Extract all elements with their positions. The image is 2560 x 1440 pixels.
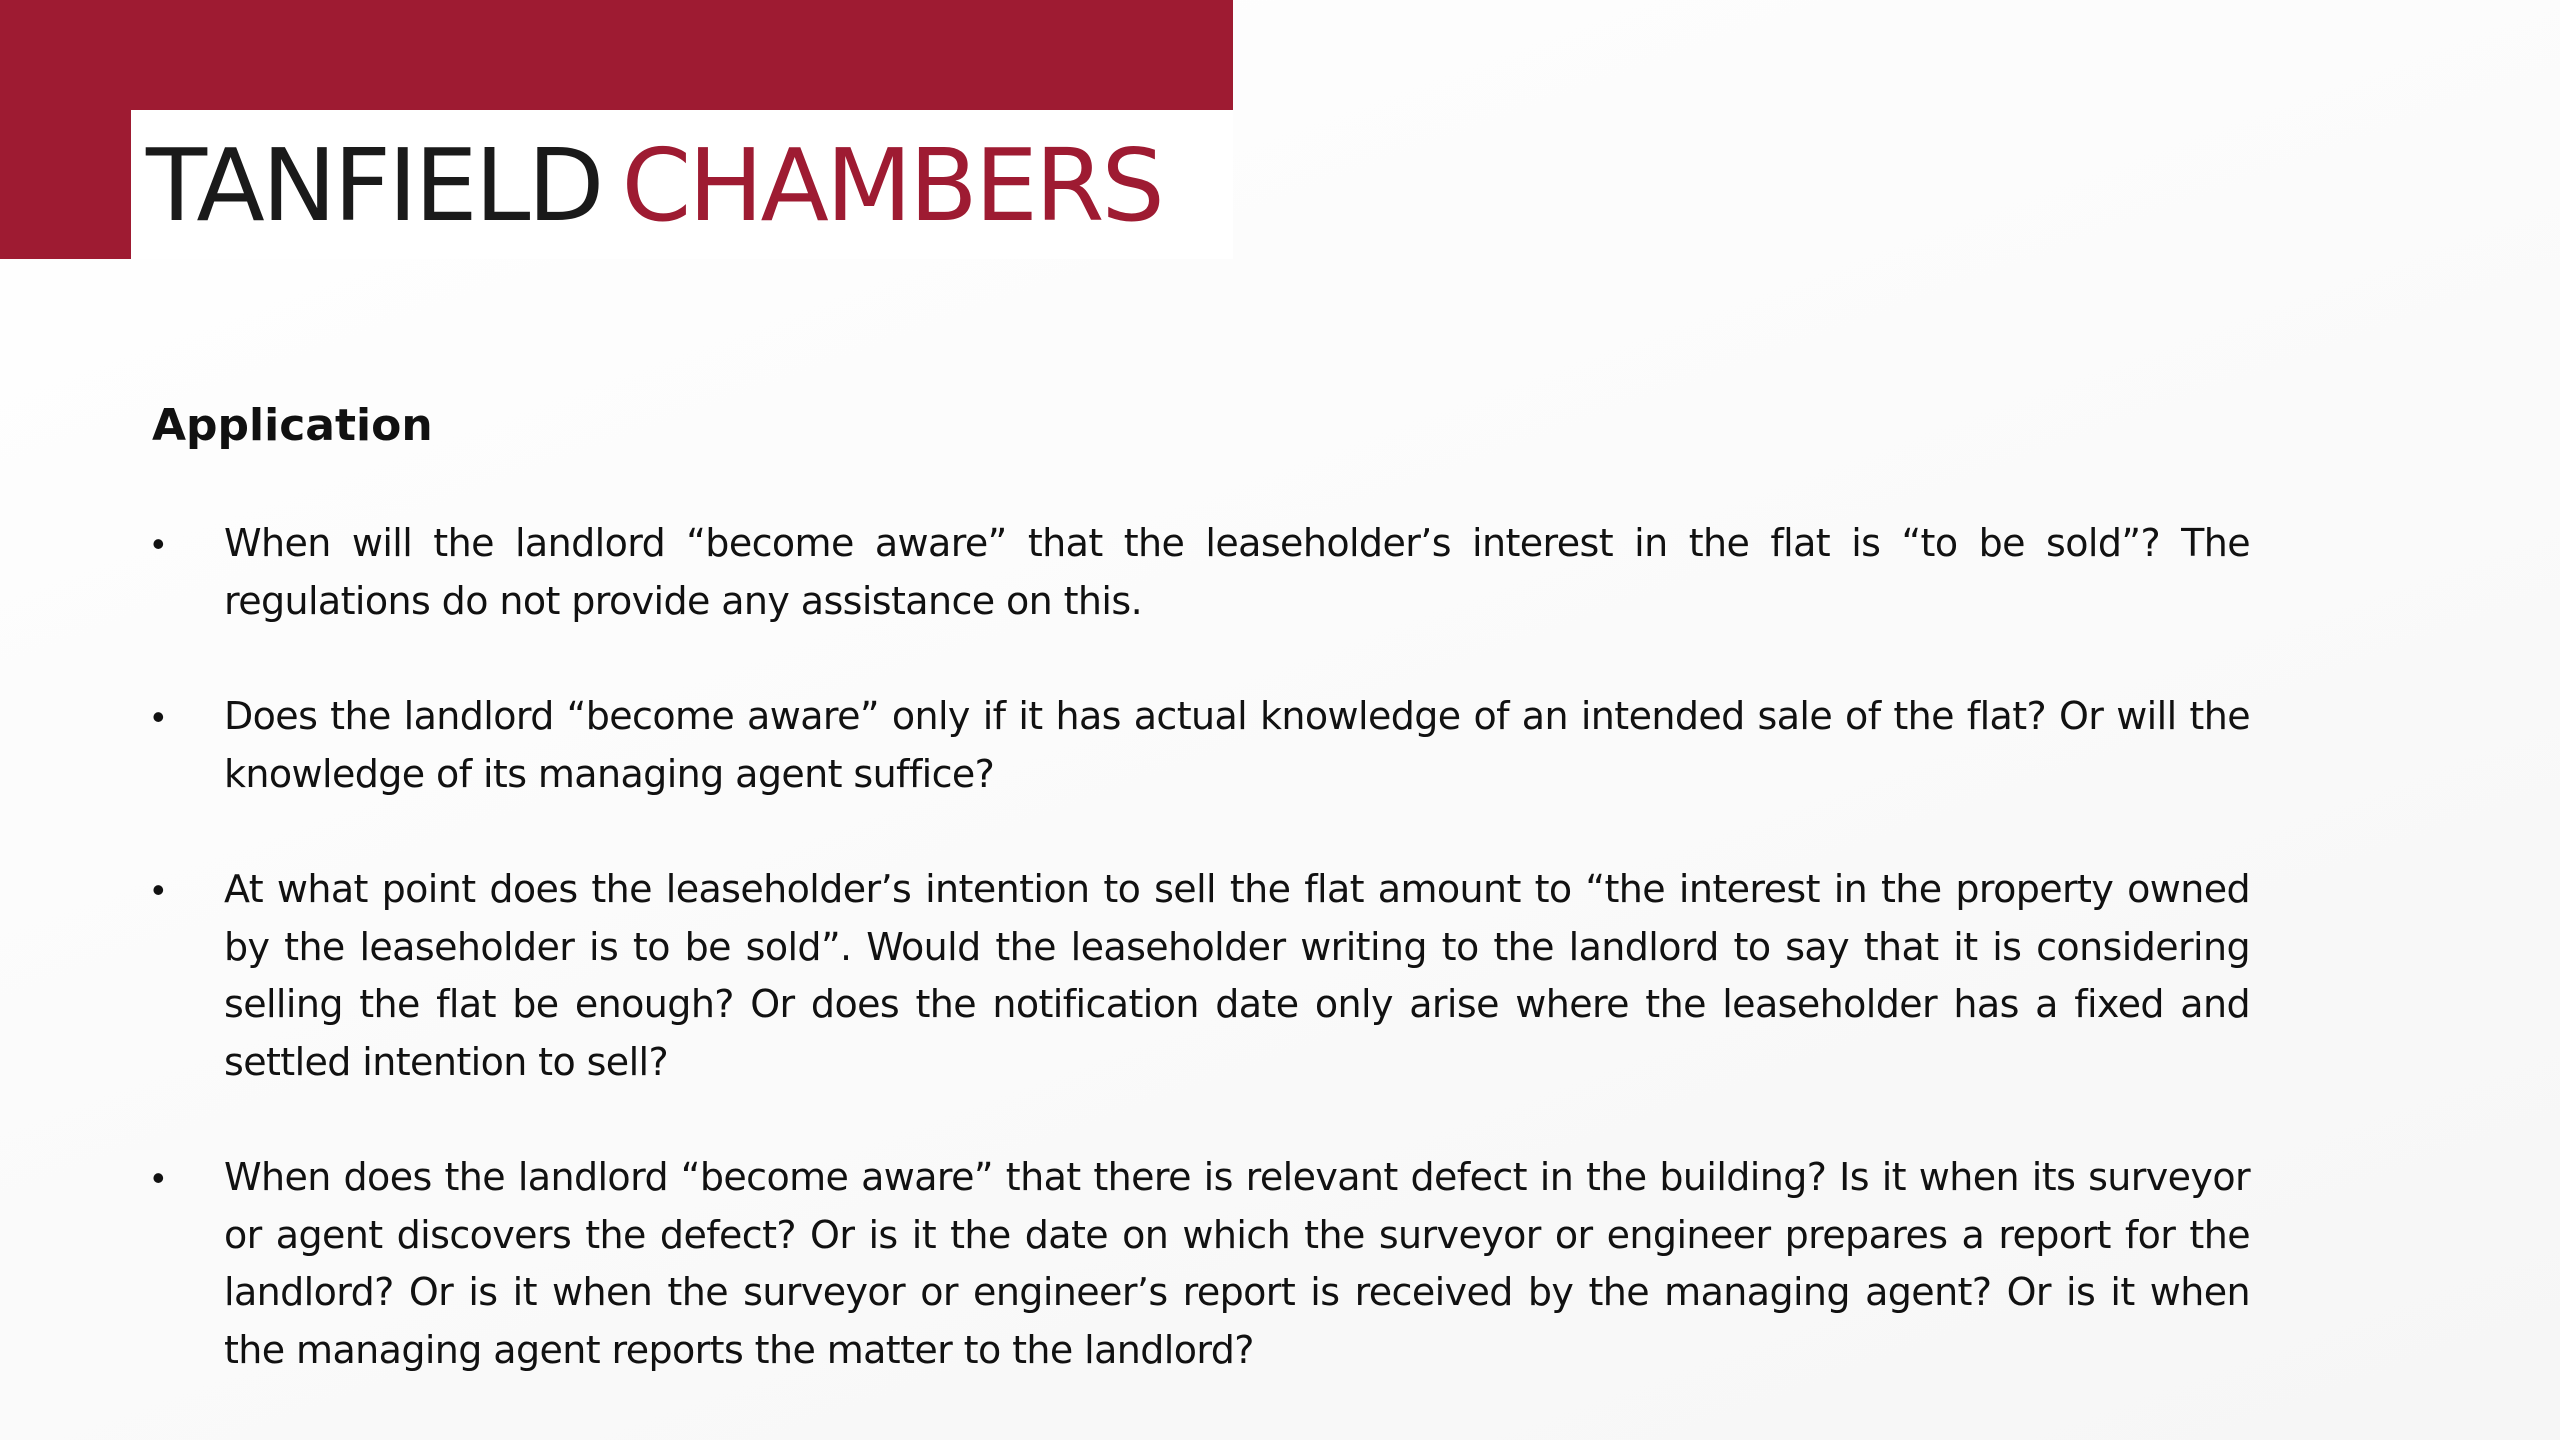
bullet-text: At what point does the leaseholder’s intention to sell the flat amount to “the interest in the property owned by the leaseholder is to be sold”. Would the leaseholder writing to the landlord to say that it is considering selling the flat be enough? Or does the notification date only arise where the leaseholder has a fixed and settled intention to sell?: [224, 867, 2250, 1084]
brand-red-bar: [0, 0, 131, 259]
bullet-text: Does the landlord “become aware” only if it has actual knowledge of an intended sale of the flat? Or will the knowledge of its managing agent suffice?: [224, 694, 2250, 796]
logo-word-tanfield: TANFIELD: [146, 127, 602, 244]
bullet-item: [152, 515, 2250, 630]
bullet-dot-icon: •: [152, 869, 165, 910]
bullet-text: When does the landlord “become aware” that there is relevant defect in the building? Is it when its surveyor or agent discovers the defect? Or is it the date on which the surveyor or engineer prepares a report for the landlord? Or is it when the surveyor or engineer’s report is received by the managing agent? Or is it when the managing agent reports the matter to the landlord?: [224, 1155, 2250, 1372]
bullet-list: [152, 515, 2250, 1437]
slide-heading: Application: [152, 400, 433, 451]
bullet-item: [152, 1149, 2250, 1379]
brand-red-band: [0, 0, 1233, 110]
bullet-dot-icon: •: [152, 523, 165, 564]
tanfield-chambers-logo: [146, 127, 1162, 244]
bullet-item: [152, 861, 2250, 1091]
bullet-dot-icon: •: [152, 1157, 165, 1198]
bullet-item: [152, 688, 2250, 803]
bullet-dot-icon: •: [152, 696, 165, 737]
bullet-text: When will the landlord “become aware” that the leaseholder’s interest in the flat is “to be sold”? The regulations do not provide any assistance on this.: [224, 521, 2250, 623]
brand-header: [0, 0, 1233, 259]
logo-word-chambers: CHAMBERS: [621, 127, 1162, 244]
